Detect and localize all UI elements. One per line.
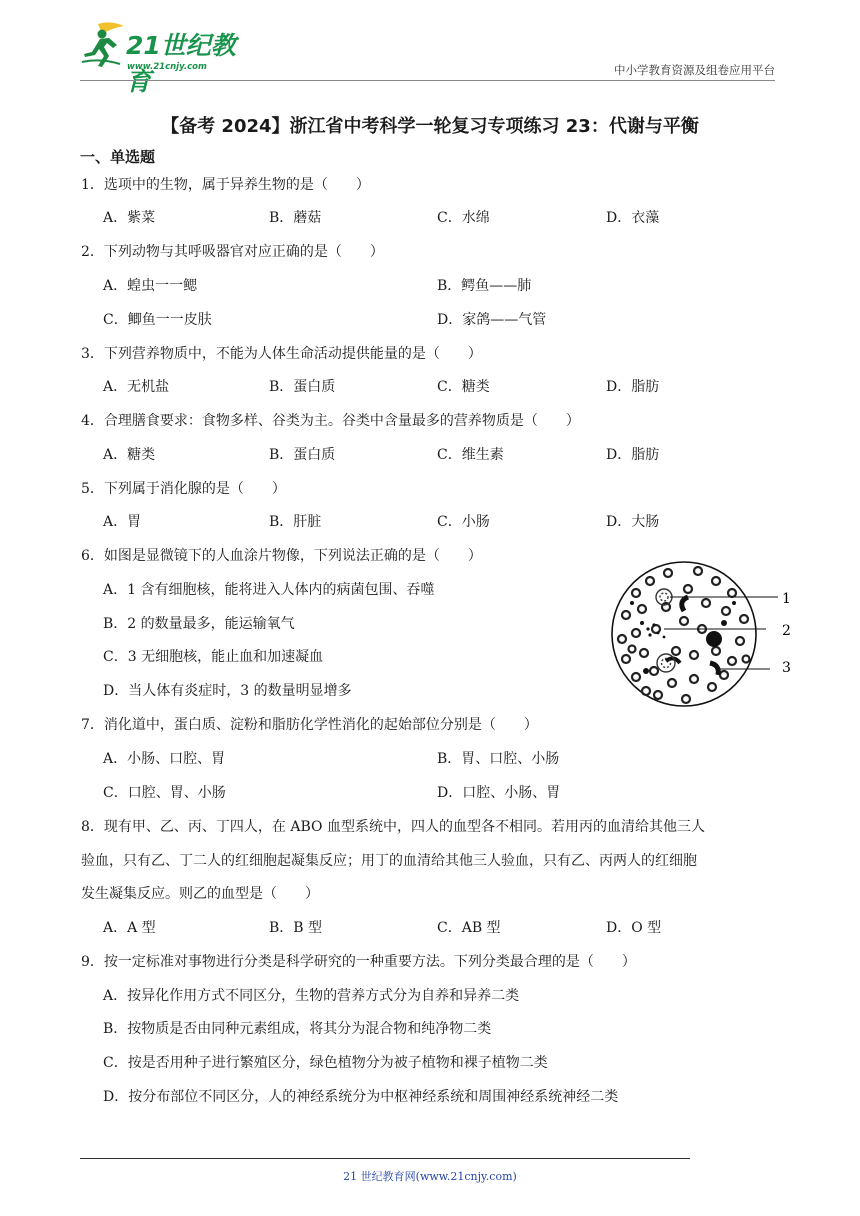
question-1-option-c: C．水绵 — [437, 210, 490, 226]
question-7-option-a: A．小肠、口腔、胃 — [103, 751, 226, 767]
question-3-option-b: B．蛋白质 — [269, 379, 336, 395]
question-2-stem: 2．下列动物与其呼吸器官对应正确的是（ ） — [81, 244, 384, 260]
question-9-stem: 9．按一定标准对事物进行分类是科学研究的一种重要方法。下列分类最合理的是（ ） — [81, 954, 636, 970]
question-9-option-c: C．按是否用种子进行繁殖区分，绿色植物分为被子植物和裸子植物二类 — [103, 1055, 548, 1071]
runner-logo-icon — [80, 20, 128, 70]
header-platform-text: 中小学教育资源及组卷应用平台 — [614, 63, 775, 77]
question-1-option-a: A．紫菜 — [103, 210, 156, 226]
question-8-line-3: 发生凝集反应。则乙的血型是（ ） — [81, 886, 319, 902]
question-3-option-a: A．无机盐 — [103, 379, 170, 395]
question-7-option-b: B．胃、口腔、小肠 — [437, 751, 560, 767]
site-logo — [80, 20, 250, 96]
question-4-option-d: D．脂肪 — [606, 447, 660, 463]
question-2-option-c: C．鲫鱼一一皮肤 — [103, 312, 212, 328]
question-6-option-d: D．当人体有炎症时，3 的数量明显增多 — [103, 683, 352, 699]
question-8-option-b: B．B 型 — [269, 920, 323, 936]
question-3-option-d: D．脂肪 — [606, 379, 660, 395]
question-4-stem: 4．合理膳食要求：食物多样、谷类为主。谷类中含量最多的营养物质是（ ） — [81, 413, 580, 429]
question-9-option-a: A．按异化作用方式不同区分，生物的营养方式分为自养和异养二类 — [103, 988, 520, 1004]
footer-divider — [80, 1158, 690, 1159]
figure-label-1: 1 — [782, 591, 791, 607]
question-5-option-b: B．肝脏 — [269, 514, 322, 530]
question-3-option-c: C．糖类 — [437, 379, 490, 395]
question-1-option-b: B．蘑菇 — [269, 210, 322, 226]
blood-smear-diagram — [606, 559, 826, 709]
header-divider — [80, 80, 775, 81]
question-8-option-d: D．O 型 — [606, 920, 662, 936]
footer-text: 21 世纪教育网(www.21cnjy.com) — [343, 1170, 517, 1183]
question-1-stem: 1．选项中的生物，属于异养生物的是（ ） — [81, 177, 370, 193]
question-8-line-2: 验血，只有乙、丁二人的红细胞起凝集反应；用丁的血清给其他三人验血，只有乙、丙两人的红细胞 — [81, 853, 697, 869]
question-3-stem: 3．下列营养物质中，不能为人体生命活动提供能量的是（ ） — [81, 346, 482, 362]
question-9-option-d: D．按分布部位不同区分，人的神经系统分为中枢神经系统和周围神经系统神经二类 — [103, 1089, 619, 1105]
page-header — [80, 20, 775, 96]
question-2-option-a: A．蝗虫一一鳃 — [103, 278, 198, 294]
question-8-option-a: A．A 型 — [103, 920, 156, 936]
logo-text: 21世纪教育 — [126, 31, 236, 96]
figure-label-2: 2 — [782, 623, 791, 639]
question-7-stem: 7．消化道中，蛋白质、淀粉和脂肪化学性消化的起始部位分别是（ ） — [81, 717, 538, 733]
question-4-option-a: A．糖类 — [103, 447, 156, 463]
page-title: 【备考 2024】浙江省中考科学一轮复习专项练习 23：代谢与平衡 — [161, 116, 699, 137]
section-heading: 一、单选题 — [80, 148, 156, 166]
question-7-option-c: C．口腔、胃、小肠 — [103, 785, 226, 801]
question-8-option-c: C．AB 型 — [437, 920, 501, 936]
question-2-option-b: B．鳄鱼——肺 — [437, 278, 532, 294]
question-8-line-1: 8．现有甲、乙、丙、丁四人，在 ABO 血型系统中，四人的血型各不相同。若用丙的血清给其他三人 — [81, 819, 705, 835]
blood-smear-figure — [606, 559, 826, 709]
question-5-option-a: A．胃 — [103, 514, 142, 530]
figure-label-3: 3 — [782, 660, 791, 676]
question-6-option-a: A．1 含有细胞核，能将进入人体内的病菌包围、吞噬 — [103, 582, 435, 598]
question-2-option-d: D．家鸽——气管 — [437, 312, 547, 328]
question-5-stem: 5．下列属于消化腺的是（ ） — [81, 481, 286, 497]
question-7-option-d: D．口腔、小肠、胃 — [437, 785, 561, 801]
logo-url: www.21cnjy.com — [127, 62, 207, 72]
question-9-option-b: B．按物质是否由同种元素组成，将其分为混合物和纯净物二类 — [103, 1021, 492, 1037]
question-6-option-c: C．3 无细胞核，能止血和加速凝血 — [103, 649, 324, 665]
question-6-option-b: B．2 的数量最多，能运输氧气 — [103, 616, 295, 632]
question-5-option-d: D．大肠 — [606, 514, 660, 530]
question-4-option-b: B．蛋白质 — [269, 447, 336, 463]
question-4-option-c: C．维生素 — [437, 447, 504, 463]
question-1-option-d: D．衣藻 — [606, 210, 660, 226]
question-5-option-c: C．小肠 — [437, 514, 490, 530]
question-6-stem: 6．如图是显微镜下的人血涂片物像，下列说法正确的是（ ） — [81, 548, 482, 564]
